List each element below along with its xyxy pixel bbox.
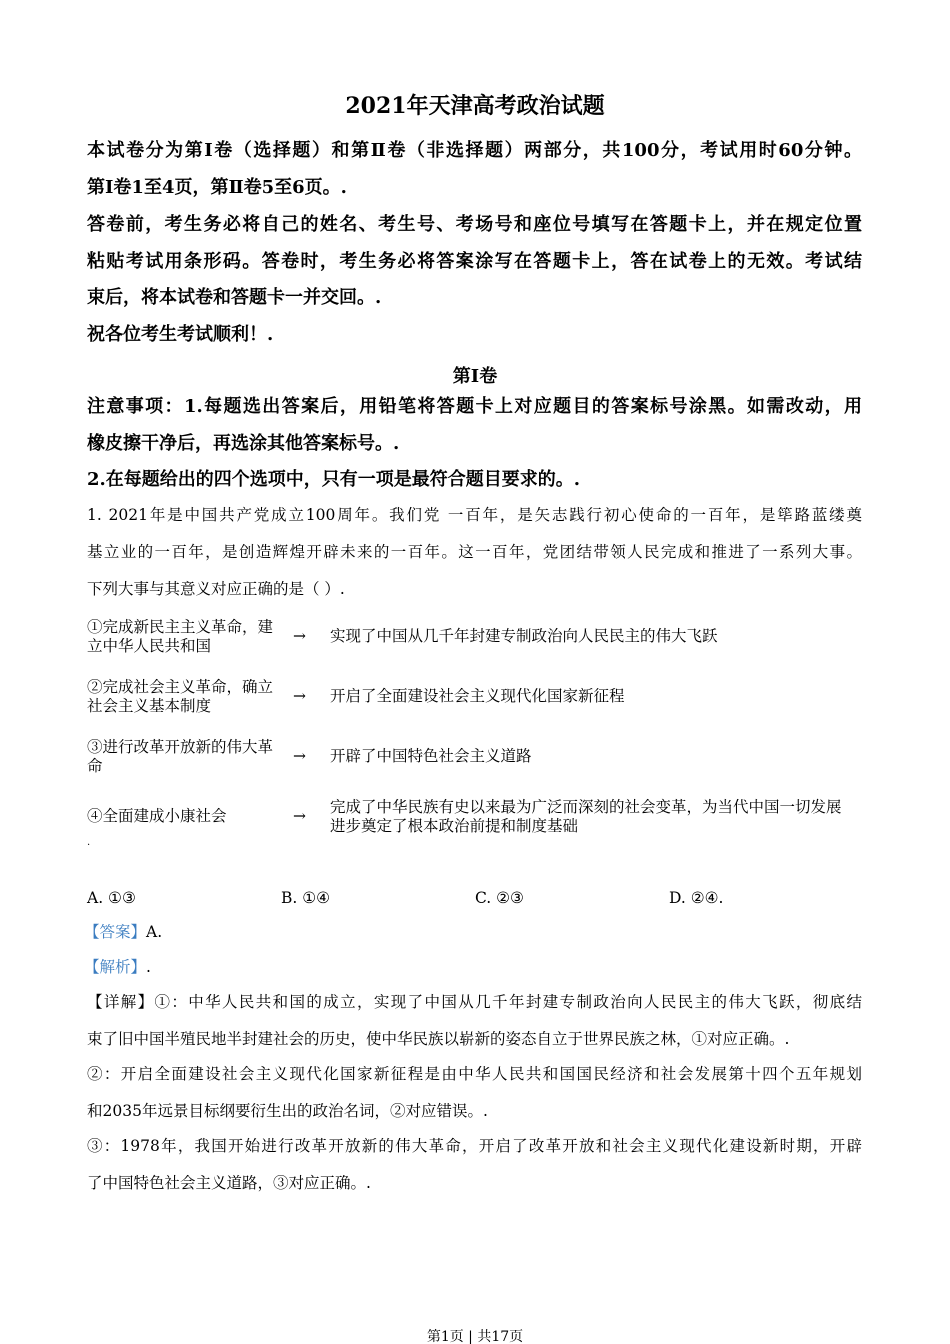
intro-line: 本试卷分为第Ⅰ卷（选择题）和第Ⅱ卷（非选择题）两部分，共100分，考试用时60分钟。 <box>87 140 862 161</box>
meaning-text: 开启了全面建设社会主义现代化国家新征程 <box>330 687 625 705</box>
analysis-label: 【解析】 <box>84 958 147 976</box>
analysis-line <box>84 960 151 976</box>
question-line: 1. 2021年是中国共产党成立100周年。我们党 一百年，是矢志践行初心使命的一百年，是筚路蓝缕奠 <box>87 506 862 524</box>
arrow-icon: → <box>293 687 306 705</box>
analysis-value: . <box>146 958 151 976</box>
notes-line: 2.在每题给出的四个选项中，只有一项是最符合题目要求的。. <box>87 469 581 490</box>
event-text: ③进行改革开放新的伟大革命 <box>87 738 274 775</box>
detail-line: 束了旧中国半殖民地半封建社会的历史，使中华民族以崭新的姿态自立于世界民族之林，①对应正确。. <box>87 1030 790 1048</box>
arrow-icon: → <box>293 747 306 765</box>
arrow-icon: → <box>293 627 306 645</box>
intro-line: 祝各位考生考试顺利！. <box>87 324 274 345</box>
option-b: B. ①④ <box>281 889 331 907</box>
answer-line <box>84 925 162 941</box>
event-text: ①完成新民主主义革命，建立中华人民共和国 <box>87 618 274 655</box>
answer-label: 【答案】 <box>84 923 147 941</box>
detail-line: ③：1978年，我国开始进行改革开放新的伟大革命，开启了改革开放和社会主义现代化建设新时期，开辟 <box>87 1137 862 1155</box>
intro-line: 答卷前，考生务必将自己的姓名、考生号、考场号和座位号填写在答题卡上，并在规定位置 <box>87 214 862 235</box>
arrow-icon: → <box>293 807 306 825</box>
question-line: 下列大事与其意义对应正确的是（ ）. <box>87 580 345 598</box>
notes-line: 注意事项：1.每题选出答案后，用铅笔将答题卡上对应题目的答案标号涂黑。如需改动，用 <box>87 396 862 417</box>
event-text: ④全面建成小康社会 <box>87 807 227 825</box>
intro-line: 粘贴考试用条形码。答卷时，考生务必将答案涂写在答题卡上，答在试卷上的无效。考试结 <box>87 251 862 272</box>
intro-line: 第Ⅰ卷1至4页，第Ⅱ卷5至6页。. <box>87 177 347 198</box>
question-line: 基立业的一百年，是创造辉煌开辟未来的一百年。这一百年，党团结带领人民完成和推进了一系列大事。 <box>87 543 862 561</box>
section-title: 第Ⅰ卷 <box>452 366 498 387</box>
detail-line: 和2035年远景目标纲要衍生出的政治名词，②对应错误。. <box>87 1102 488 1120</box>
page-footer: 第1页 | 共17页 <box>426 1329 524 1344</box>
document-title: 2021年天津高考政治试题 <box>345 93 605 119</box>
detail-line: 【详解】①：中华人民共和国的成立，实现了中国从几千年封建专制政治向人民民主的伟大飞跃，彻底结 <box>87 993 862 1011</box>
detail-line: 了中国特色社会主义道路，③对应正确。. <box>87 1174 371 1192</box>
answer-value: A. <box>146 923 163 941</box>
option-a: A. ①③ <box>87 889 136 907</box>
trail-mark: . <box>87 837 91 848</box>
intro-line: 束后，将本试卷和答题卡一并交回。. <box>87 287 382 308</box>
option-c: C. ②③ <box>475 889 524 907</box>
meaning-text: 完成了中华民族有史以来最为广泛而深刻的社会变革，为当代中国一切发展进步奠定了根本政治前提和制度基础 <box>330 798 842 835</box>
option-d: D. ②④. <box>669 889 724 907</box>
meaning-text: 实现了中国从几千年封建专制政治向人民民主的伟大飞跃 <box>330 627 718 645</box>
event-text: ②完成社会主义革命，确立社会主义基本制度 <box>87 678 274 715</box>
notes-line: 橡皮擦干净后，再选涂其他答案标号。. <box>87 433 400 454</box>
detail-line: ②：开启全面建设社会主义现代化国家新征程是由中华人民共和国国民经济和社会发展第十四个五年规划 <box>87 1065 862 1083</box>
meaning-text: 开辟了中国特色社会主义道路 <box>330 747 532 765</box>
